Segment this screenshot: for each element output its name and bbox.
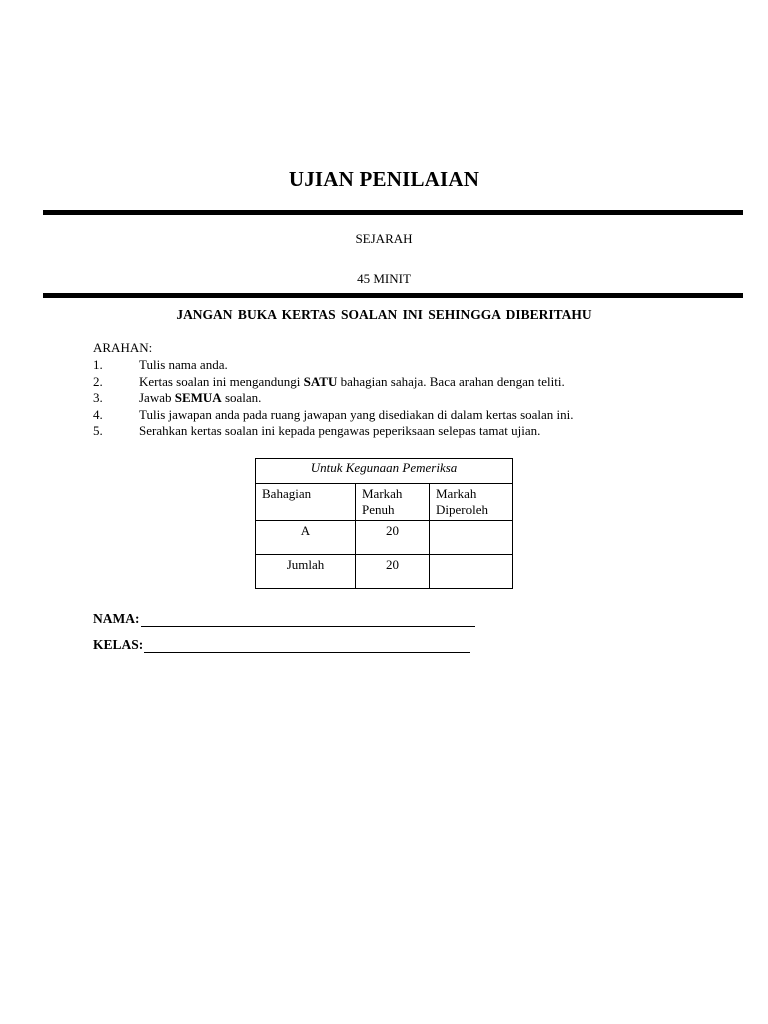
cell-section: A [256,521,356,555]
instruction-number: 3. [93,390,103,405]
table-caption: Untuk Kegunaan Pemeriksa [256,459,513,484]
instructions-heading: ARAHAN: [93,340,153,355]
cell-full-marks: 20 [356,555,430,589]
bottom-divider [43,293,743,298]
instruction-text: Jawab SEMUA soalan. [139,390,262,405]
top-divider [43,210,743,215]
class-blank-line[interactable] [144,638,470,653]
table-row [256,555,513,589]
instruction-item [93,374,574,391]
instruction-number: 4. [93,406,103,422]
instruction-item [93,357,574,374]
instruction-item [93,390,574,407]
instruction-item [93,407,574,424]
exam-duration: 45 MINIT [357,271,411,286]
header-full-marks: Markah Penuh [356,484,430,521]
header-section: Bahagian [256,484,356,521]
table-row [256,521,513,555]
class-label: KELAS: [93,637,144,652]
cell-marks-obtained [430,521,513,555]
cell-marks-obtained [430,555,513,589]
instruction-text: Tulis nama anda. [139,357,228,372]
cell-section: Jumlah [256,555,356,589]
warning-notice: JANGAN BUKA KERTAS SOALAN INI SEHINGGA DIBERITAHU [176,307,592,322]
instructions-list [93,357,574,440]
name-field [93,611,475,627]
table-header-row [256,484,513,521]
instruction-text: Kertas soalan ini mengandungi SATU bahagian sahaja. Baca arahan dengan teliti. [139,373,565,389]
instruction-item [93,423,574,440]
cell-full-marks: 20 [356,521,430,555]
page-title: UJIAN PENILAIAN [288,167,480,191]
name-label: NAMA: [93,611,140,626]
examiner-marks-table [255,458,513,589]
name-blank-line[interactable] [141,612,475,627]
class-field [93,637,470,653]
instruction-number: 2. [93,373,103,389]
subject-name: SEJARAH [355,231,413,246]
instruction-text: Serahkan kertas soalan ini kepada pengawas peperiksaan selepas tamat ujian. [139,423,541,438]
instruction-text: Tulis jawapan anda pada ruang jawapan yang disediakan di dalam kertas soalan ini. [139,406,574,422]
instruction-number: 1. [93,357,103,372]
header-marks-obtained: Markah Diperoleh [430,484,513,521]
instruction-number: 5. [93,423,103,438]
